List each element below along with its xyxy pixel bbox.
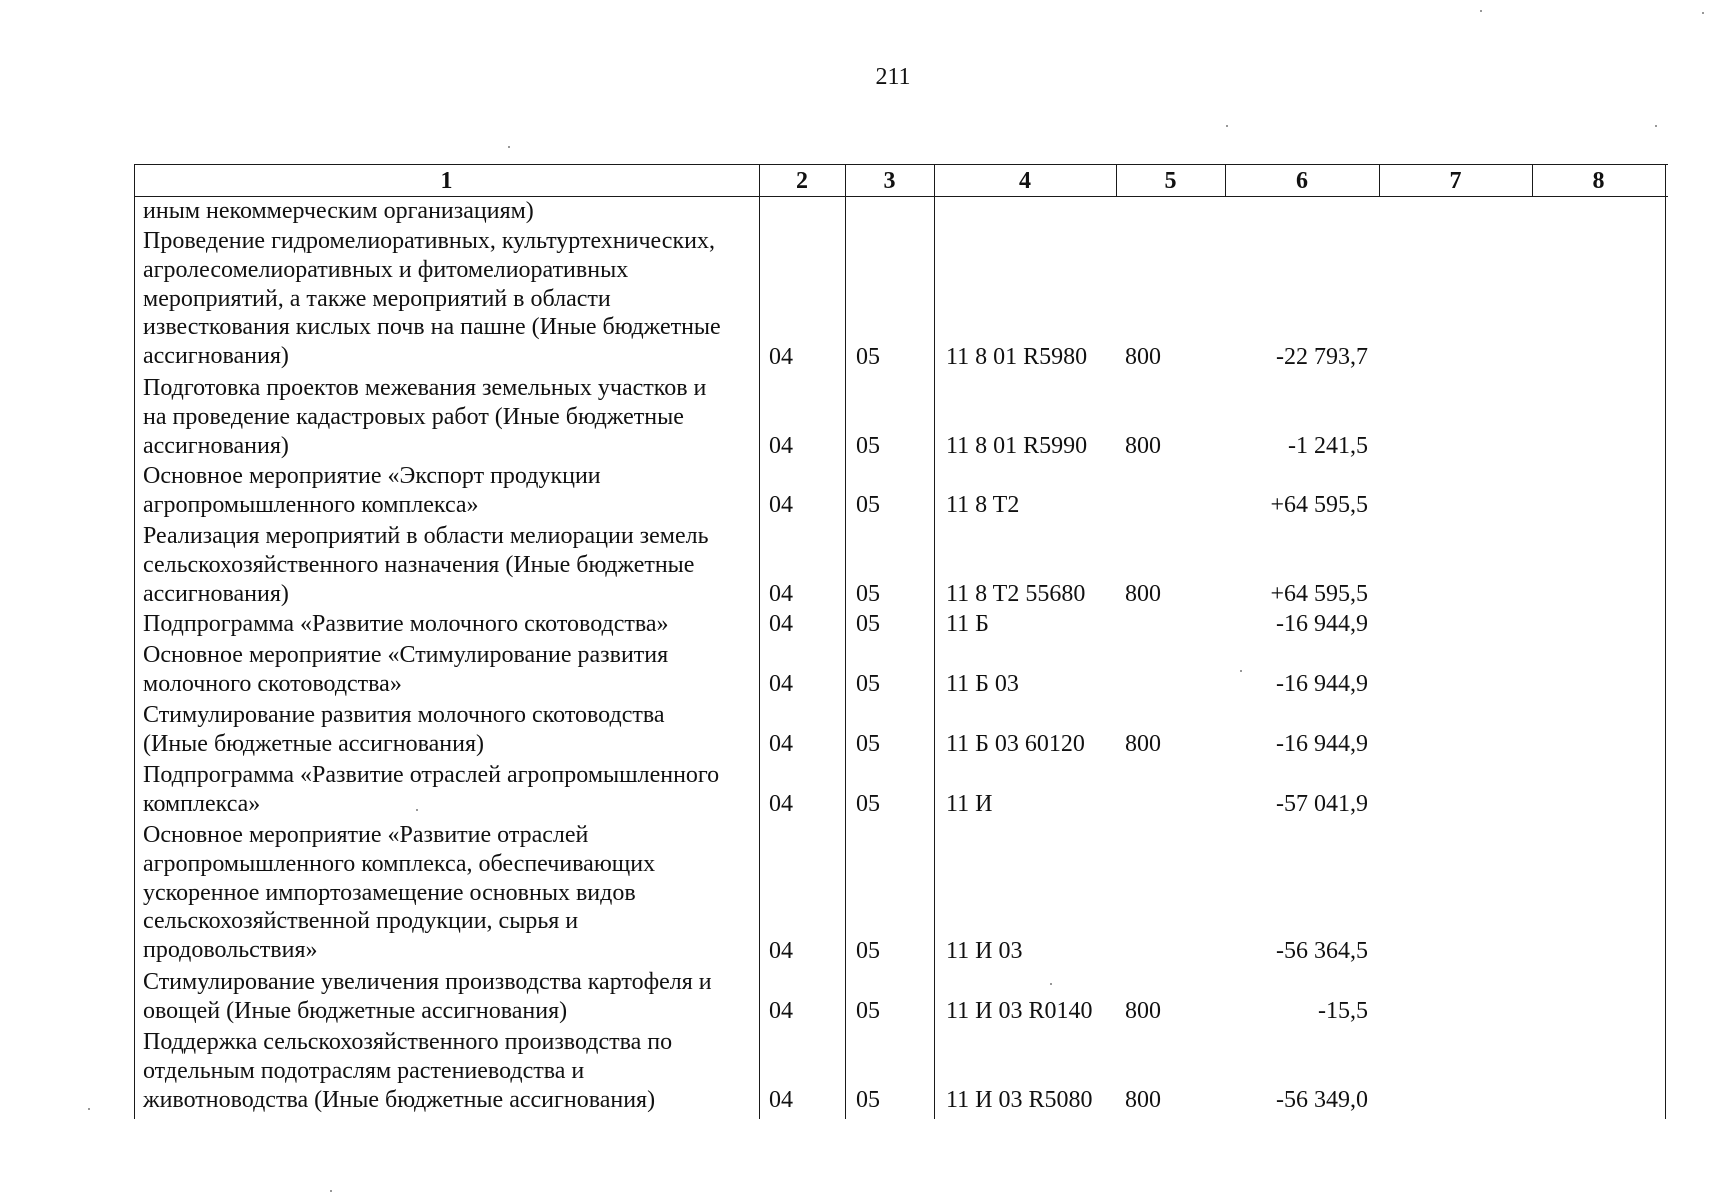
- row-section: 04: [769, 998, 793, 1025]
- row-description: Основное мероприятие «Стимулирование развития молочного скотоводства»: [143, 642, 669, 697]
- row-description: Основное мероприятие «Экспорт продукции агропромышленного комплекса»: [143, 463, 601, 518]
- scan-speck: [1050, 983, 1052, 985]
- row-section: 04: [769, 938, 793, 965]
- row-subsection: 05: [856, 611, 880, 638]
- row-section: 04: [769, 581, 793, 608]
- header-col-1: 1: [440, 168, 453, 194]
- table-row: [134, 821, 1668, 966]
- row-target-code: 11 И 03 R0140: [946, 998, 1093, 1025]
- row-target-code: 11 И: [946, 791, 993, 818]
- row-description: Подпрограмма «Развитие молочного скотоводства»: [143, 611, 669, 637]
- row-subsection: 05: [856, 344, 880, 371]
- header-col-8: 8: [1592, 168, 1605, 194]
- scan-speck: [1702, 12, 1704, 14]
- row-description: Подпрограмма «Развитие отраслей агропромышленного комплекса»: [143, 762, 720, 817]
- row-amount: -1 241,5: [1288, 433, 1368, 460]
- table-row: [134, 227, 1668, 372]
- row-section: 04: [769, 731, 793, 758]
- row-description: Основное мероприятие «Развитие отраслей агропромышленного комплекса, обеспечивающих ускоренное импортозамещение основных видов сельскохозяйственной продукции, сырья и продовольствия»: [143, 822, 656, 964]
- scan-speck: [416, 809, 418, 811]
- row-expense-type: 800: [1125, 998, 1161, 1025]
- row-description: Подготовка проектов межевания земельных участков и на проведение кадастровых работ (Иные бюджетные ассигнования): [143, 375, 707, 459]
- table-row: [134, 522, 1668, 609]
- header-col-2: 2: [796, 168, 808, 194]
- row-description: Стимулирование развития молочного скотоводства (Иные бюджетные ассигнования): [143, 702, 665, 757]
- row-section: 04: [769, 671, 793, 698]
- row-section: 04: [769, 1087, 793, 1114]
- row-subsection: 05: [856, 581, 880, 608]
- row-target-code: 11 8 T2: [946, 492, 1020, 519]
- scan-speck: [88, 1108, 90, 1110]
- row-subsection: 05: [856, 791, 880, 818]
- row-subsection: 05: [856, 998, 880, 1025]
- row-target-code: 11 8 01 R5980: [946, 344, 1088, 371]
- row-subsection: 05: [856, 671, 880, 698]
- row-target-code: 11 Б 03 60120: [946, 731, 1085, 758]
- row-amount: -56 364,5: [1276, 938, 1368, 965]
- table-row: [134, 1028, 1668, 1115]
- row-subsection: 05: [856, 433, 880, 460]
- table-row: [134, 610, 1668, 639]
- row-amount: +64 595,5: [1270, 581, 1368, 608]
- row-target-code: 11 И 03 R5080: [946, 1087, 1093, 1114]
- row-target-code: 11 Б: [946, 611, 989, 638]
- row-target-code: 11 Б 03: [946, 671, 1019, 698]
- scan-speck: [1480, 10, 1482, 12]
- row-subsection: 05: [856, 938, 880, 965]
- row-expense-type: 800: [1125, 1087, 1161, 1114]
- table-row: [134, 641, 1668, 699]
- row-description: Проведение гидромелиоративных, культуртехнических, агролесомелиоративных и фитомелиоративных мероприятий, а также мероприятий в области известкования кислых почв на пашне (Иные бюджетные ассигнования): [143, 228, 721, 370]
- row-amount: -22 793,7: [1276, 344, 1368, 371]
- scan-speck: [330, 1190, 332, 1192]
- row-subsection: 05: [856, 1087, 880, 1114]
- row-section: 04: [769, 344, 793, 371]
- row-section: 04: [769, 433, 793, 460]
- header-col-7: 7: [1449, 168, 1462, 194]
- scan-speck: [1226, 125, 1228, 127]
- header-col-5: 5: [1164, 168, 1177, 194]
- row-amount: -16 944,9: [1276, 611, 1368, 638]
- table-row: [134, 701, 1668, 759]
- header-col-6: 6: [1296, 168, 1308, 194]
- table-row: [134, 968, 1668, 1026]
- row-subsection: 05: [856, 731, 880, 758]
- header-col-3: 3: [883, 168, 896, 194]
- row-target-code: 11 И 03: [946, 938, 1023, 965]
- row-section: 04: [769, 791, 793, 818]
- row-section: 04: [769, 611, 793, 638]
- table-row: [134, 374, 1668, 461]
- row-subsection: 05: [856, 492, 880, 519]
- page-number: 211: [875, 64, 911, 90]
- row-expense-type: 800: [1125, 581, 1161, 608]
- scan-speck: [1240, 670, 1242, 672]
- row-amount: -56 349,0: [1276, 1087, 1368, 1114]
- scan-speck: [508, 146, 510, 148]
- row-description: иным некоммерческим организациям): [143, 198, 534, 224]
- row-target-code: 11 8 01 R5990: [946, 433, 1088, 460]
- row-section: 04: [769, 492, 793, 519]
- row-expense-type: 800: [1125, 731, 1161, 758]
- row-description: Реализация мероприятий в области мелиорации земель сельскохозяйственного назначения (Иные бюджетные ассигнования): [143, 523, 709, 607]
- row-target-code: 11 8 T2 55680: [946, 581, 1086, 608]
- row-amount: -16 944,9: [1276, 671, 1368, 698]
- row-amount: -57 041,9: [1276, 791, 1368, 818]
- header-col-4: 4: [1019, 168, 1031, 194]
- row-amount: -15,5: [1318, 998, 1368, 1025]
- budget-table: [134, 164, 1668, 1119]
- row-amount: -16 944,9: [1276, 731, 1368, 758]
- row-description: Стимулирование увеличения производства картофеля и овощей (Иные бюджетные ассигнования): [143, 969, 712, 1024]
- row-expense-type: 800: [1125, 433, 1161, 460]
- table-row: [134, 462, 1668, 520]
- row-amount: +64 595,5: [1270, 492, 1368, 519]
- row-description: Поддержка сельскохозяйственного производства по отдельным подотраслям растениеводства и животноводства (Иные бюджетные ассигнования): [143, 1029, 673, 1113]
- table-row: [134, 197, 1668, 226]
- table-row: [134, 761, 1668, 819]
- scan-speck: [1655, 125, 1657, 127]
- row-expense-type: 800: [1125, 344, 1161, 371]
